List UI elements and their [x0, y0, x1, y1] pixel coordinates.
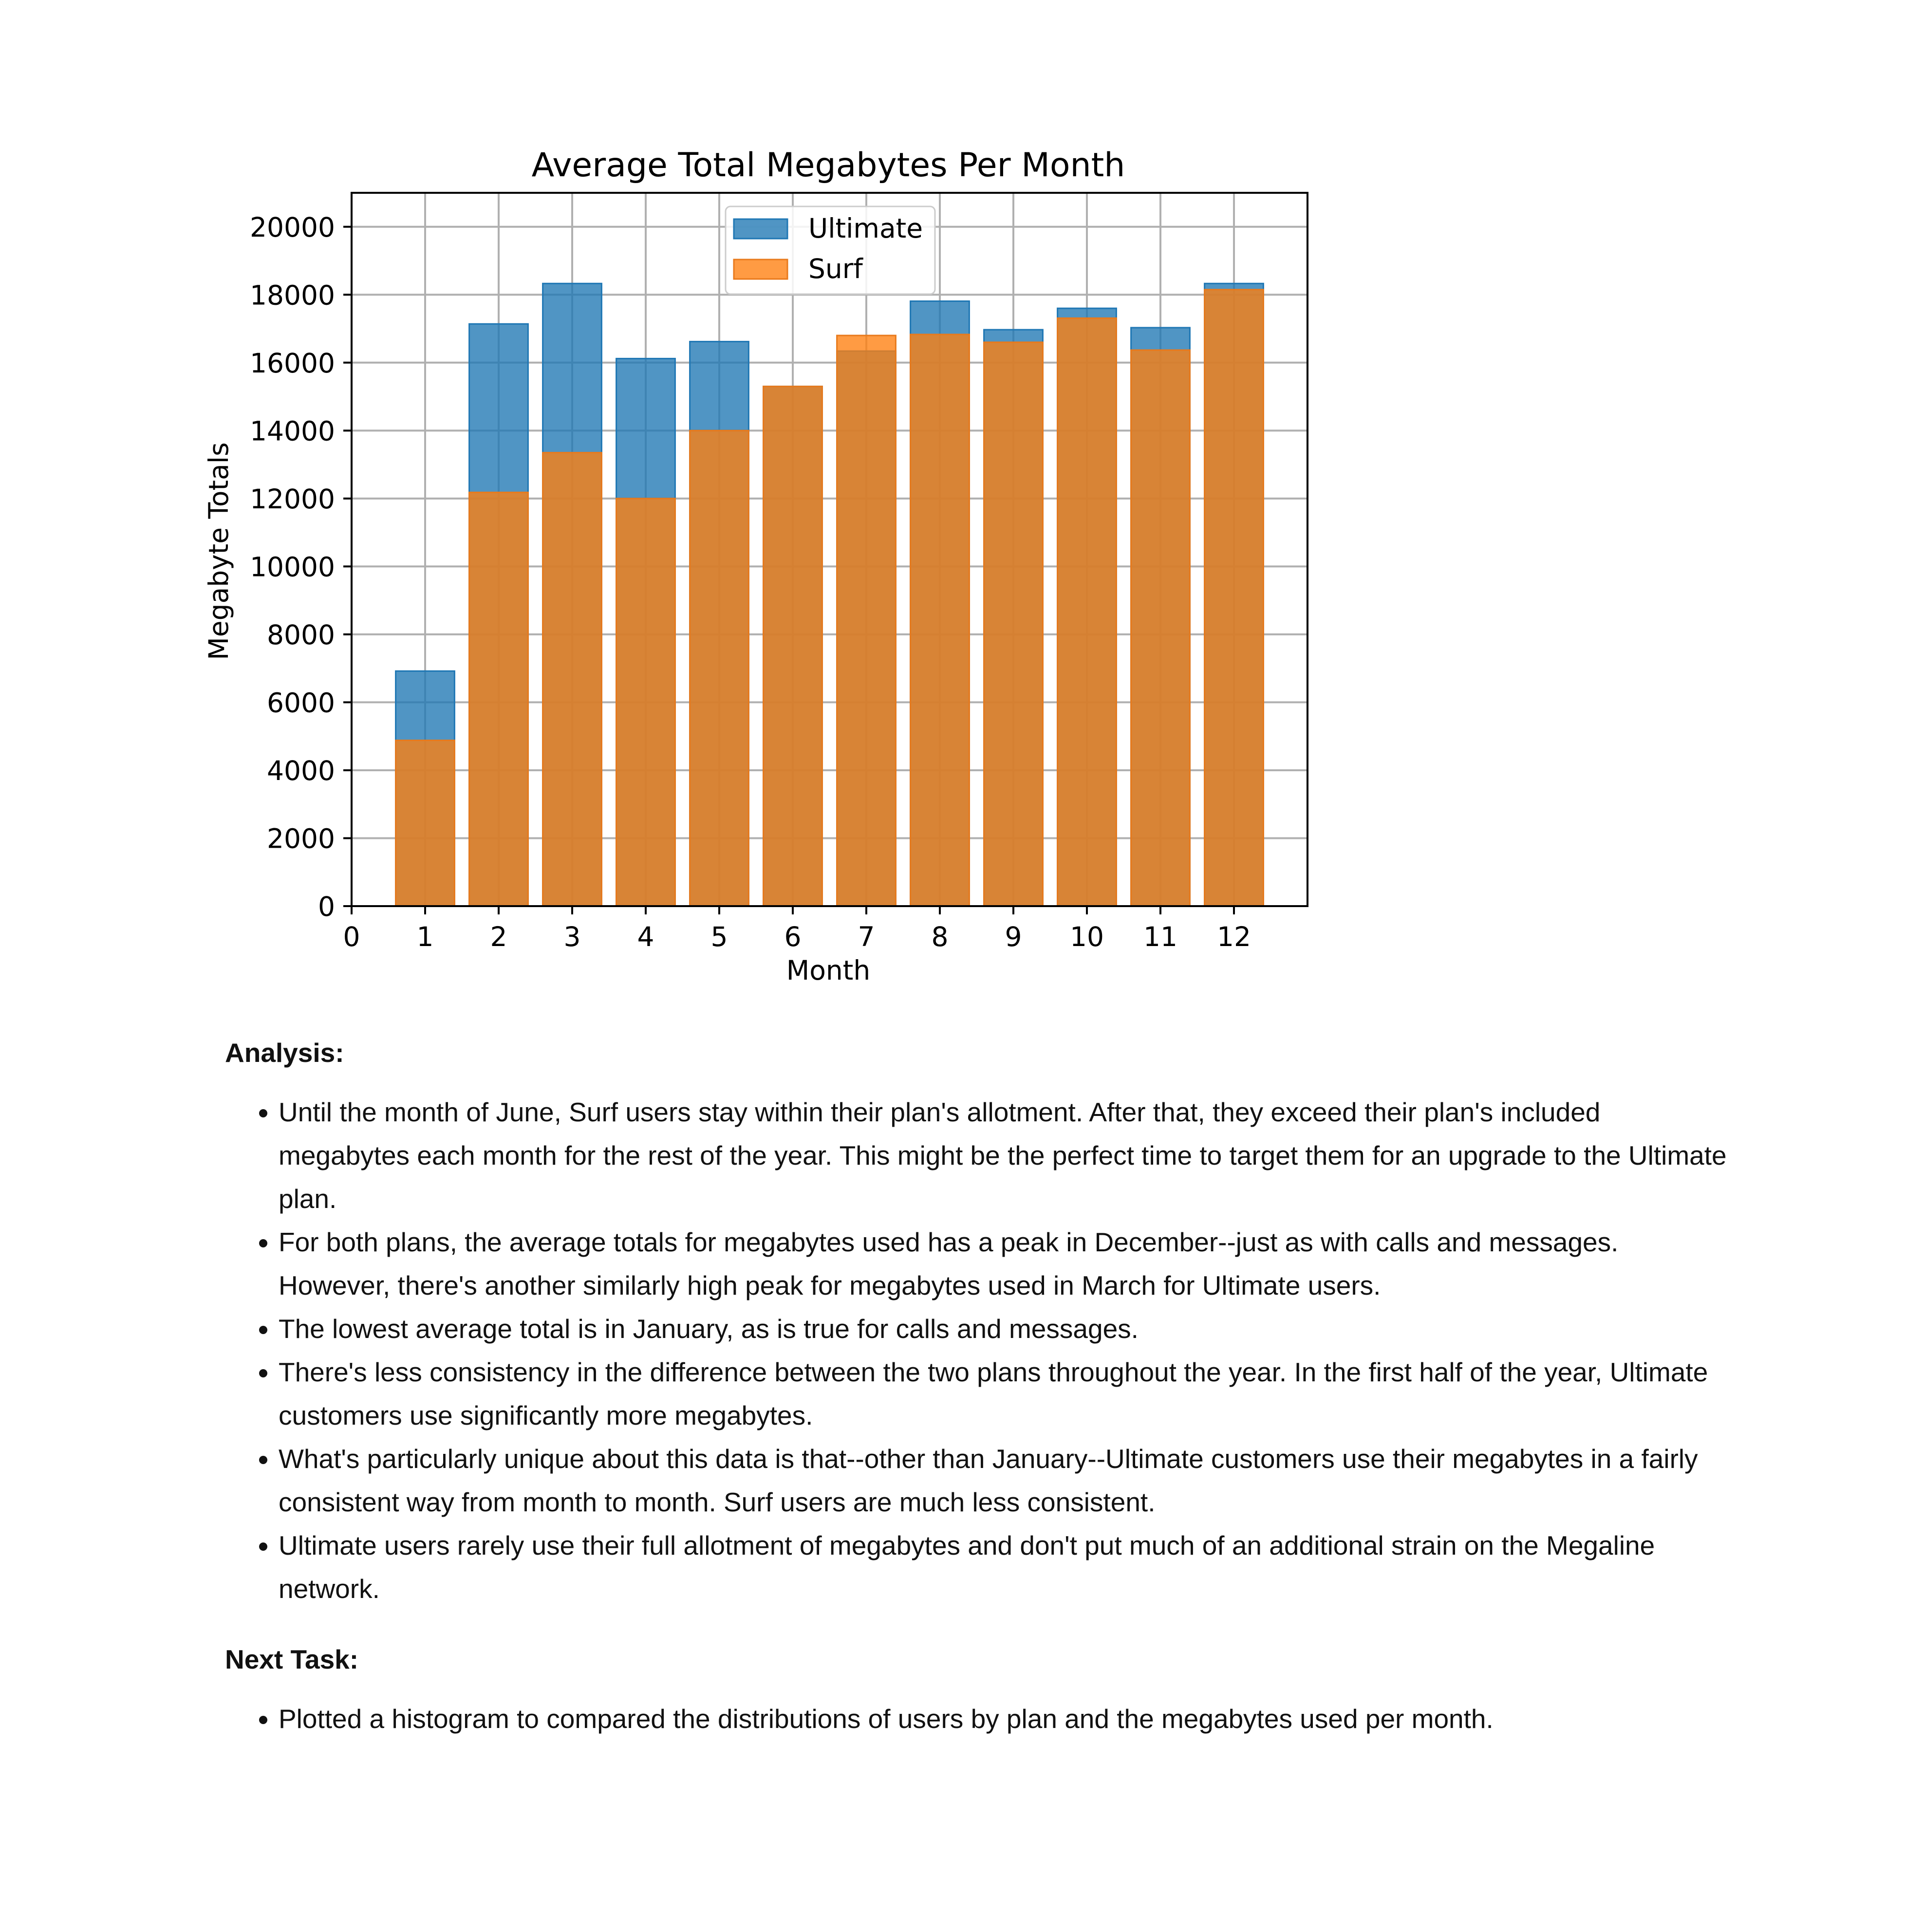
y-tick-label: 6000	[267, 687, 335, 719]
notes-section	[225, 1037, 1735, 1741]
y-tick-label: 12000	[250, 483, 335, 515]
analysis-item: • What's particularly unique about this data is that--other than January--Ultimate customers use their megabytes in a fairly consistent way from month to month. Surf users are much less consistent.	[279, 1437, 1735, 1524]
next-task-list	[225, 1697, 1735, 1741]
analysis-item: • For both plans, the average totals for megabytes used has a peak in December--just as with calls and messages. However, there's another similarly high peak for megabytes used in March for Ultimate users.	[279, 1221, 1735, 1307]
analysis-list	[225, 1091, 1735, 1611]
y-tick-label: 8000	[267, 619, 335, 650]
legend-label-surf: Surf	[808, 253, 863, 284]
bar-surf-month-10	[1058, 318, 1117, 906]
x-tick-label: 2	[490, 921, 507, 952]
x-tick-label: 1	[416, 921, 434, 952]
x-tick-label: 0	[343, 921, 360, 952]
legend-swatch-ultimate	[734, 219, 787, 239]
analysis-item: • Until the month of June, Surf users stay within their plan's allotment. After that, they exceed their plan's included megabytes each month for the rest of the year. This might be the perfect time to target them for an upgrade to the Ultimate plan.	[279, 1091, 1735, 1221]
bar-surf-month-3	[543, 453, 602, 906]
chart-title: Average Total Megabytes Per Month	[531, 146, 1125, 185]
y-tick-label: 16000	[250, 347, 335, 379]
x-tick-label: 12	[1217, 921, 1251, 952]
bar-surf-month-8	[911, 334, 970, 906]
bar-surf-month-1	[396, 741, 455, 906]
bar-surf-month-12	[1205, 290, 1264, 906]
bar-surf-month-9	[984, 342, 1043, 906]
analysis-item: • Ultimate users rarely use their full allotment of megabytes and don't put much of an additional strain on the Megaline network.	[279, 1524, 1735, 1611]
analysis-heading: Analysis:	[225, 1038, 344, 1068]
bar-surf-month-2	[469, 492, 528, 906]
x-tick-label: 4	[637, 921, 654, 952]
y-tick-label: 2000	[267, 823, 335, 855]
bar-surf-month-4	[616, 499, 675, 906]
bar-surf-month-5	[690, 430, 749, 906]
legend-swatch-surf	[734, 260, 787, 279]
bar-surf-month-7	[837, 335, 896, 906]
x-tick-label: 3	[563, 921, 581, 952]
y-tick-label: 0	[318, 891, 335, 922]
x-tick-label: 5	[710, 921, 728, 952]
next-task-item: • Plotted a histogram to compared the distributions of users by plan and the megabytes used per month.	[279, 1697, 1735, 1741]
x-tick-label: 7	[858, 921, 875, 952]
y-tick-label: 18000	[250, 279, 335, 311]
y-tick-label: 10000	[250, 551, 335, 583]
analysis-item: • There's less consistency in the difference between the two plans throughout the year. In the first half of the year, Ultimate customers use significantly more megabytes.	[279, 1351, 1735, 1437]
y-tick-label: 14000	[250, 415, 335, 447]
bars	[396, 283, 1264, 906]
bar-surf-month-6	[764, 387, 822, 906]
x-tick-label: 9	[1005, 921, 1022, 952]
y-axis-ticks	[250, 212, 352, 922]
y-tick-label: 4000	[267, 755, 335, 786]
analysis-item: • The lowest average total is in January, as is true for calls and messages.	[279, 1307, 1735, 1351]
x-axis-label: Month	[786, 955, 871, 986]
x-tick-label: 10	[1070, 921, 1104, 952]
x-tick-label: 8	[931, 921, 949, 952]
legend	[726, 206, 935, 294]
x-tick-label: 11	[1143, 921, 1177, 952]
bar-surf-month-11	[1131, 350, 1190, 906]
x-axis-ticks	[343, 906, 1251, 952]
x-tick-label: 6	[784, 921, 802, 952]
legend-label-ultimate: Ultimate	[808, 213, 923, 244]
y-tick-label: 20000	[250, 211, 335, 243]
y-axis-label: Megabyte Totals	[203, 442, 234, 660]
next-task-heading: Next Task:	[225, 1644, 359, 1674]
